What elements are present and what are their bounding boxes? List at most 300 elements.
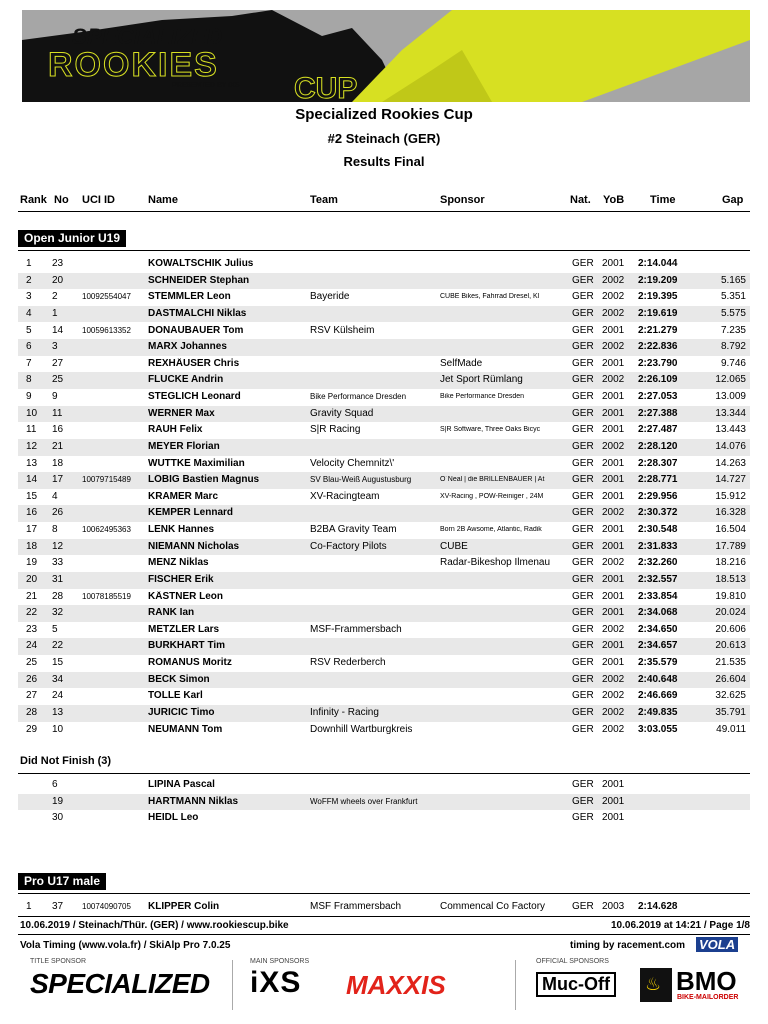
cell-gap: 12.065 xyxy=(715,374,746,386)
cell-yob: 2001 xyxy=(602,357,625,369)
cell-nat: GER xyxy=(572,374,594,386)
sponsor-separator xyxy=(515,960,516,1010)
cell-name: LENK Hannes xyxy=(148,524,215,536)
sponsor-separator xyxy=(232,960,233,1010)
col-no: No xyxy=(54,194,69,206)
cell-time: 2:30.372 xyxy=(638,507,678,519)
cell-rank: 15 xyxy=(26,490,38,502)
table-row xyxy=(18,899,750,916)
cell-name: RANK Ian xyxy=(148,607,195,619)
banner-brand-cup: CUP xyxy=(294,72,358,102)
cell-no: 15 xyxy=(52,657,64,669)
cell-rank: 16 xyxy=(26,507,38,519)
cell-nat: GER xyxy=(572,457,594,469)
cell-gap: 20.606 xyxy=(715,623,746,635)
cell-gap: 15.912 xyxy=(715,490,746,502)
cell-no: 20 xyxy=(52,274,64,286)
cell-name: KLIPPER Colin xyxy=(148,901,220,912)
cell-gap: 26.604 xyxy=(715,673,746,685)
cell-no: 5 xyxy=(52,623,58,635)
cell-rank: 26 xyxy=(26,673,38,685)
cell-yob: 2001 xyxy=(602,640,625,652)
cell-no: 14 xyxy=(52,324,64,336)
cell-gap: 17.789 xyxy=(715,540,746,552)
cell-name: STEGLICH Leonard xyxy=(148,391,241,403)
cell-nat: GER xyxy=(572,440,594,452)
cell-no: 21 xyxy=(52,440,64,452)
cell-rank: 13 xyxy=(26,457,38,469)
cell-nat: GER xyxy=(572,540,594,552)
cell-name: RAUH Felix xyxy=(148,424,203,436)
cell-team: MSF Frammersbach xyxy=(310,901,402,912)
cell-rank: 20 xyxy=(26,573,38,585)
cell-no: 1 xyxy=(52,307,58,319)
title-sponsor-label: TITLE SPONSOR xyxy=(30,958,87,965)
category-title: Open Junior U19 xyxy=(18,230,126,247)
cell-yob: 2003 xyxy=(602,901,625,912)
cell-no: 16 xyxy=(52,424,64,436)
cell-nat: GER xyxy=(572,707,594,718)
table-row xyxy=(18,472,750,489)
cell-nat: GER xyxy=(572,901,594,912)
cell-name: REXHÄUSER Chris xyxy=(148,357,240,369)
cell-time: 2:21.279 xyxy=(638,324,678,336)
table-row xyxy=(18,688,750,705)
cell-team: MSF-Frammersbach xyxy=(310,623,402,635)
column-headers xyxy=(0,194,768,208)
cell-yob: 2002 xyxy=(602,307,625,319)
cell-no: 10 xyxy=(52,723,64,735)
cell-time: 2:28.771 xyxy=(638,474,678,486)
cell-nat: GER xyxy=(572,673,594,685)
cell-no: 24 xyxy=(52,690,64,702)
cell-rank: 6 xyxy=(26,341,32,353)
maxxis-logo: MAXXIS xyxy=(346,970,446,1000)
footer-rule xyxy=(18,916,750,917)
cell-time: 2:34.657 xyxy=(638,640,678,652)
cell-no: 18 xyxy=(52,457,64,469)
cell-gap: 20.613 xyxy=(715,640,746,652)
cell-no: 30 xyxy=(52,812,64,824)
cell-nat: GER xyxy=(572,812,594,824)
cell-nat: GER xyxy=(572,407,594,419)
cell-time: 2:32.557 xyxy=(638,573,678,585)
cell-gap: 5.165 xyxy=(720,274,746,286)
table-row xyxy=(18,705,750,722)
cell-yob: 2001 xyxy=(602,657,625,669)
cell-time: 2:22.836 xyxy=(638,341,678,353)
cell-name: SCHNEIDER Stephan xyxy=(148,274,250,286)
cell-time: 2:30.548 xyxy=(638,524,678,536)
cell-gap: 35.791 xyxy=(715,707,746,718)
cell-yob: 2002 xyxy=(602,673,625,685)
table-row xyxy=(18,256,750,273)
cell-name: STEMMLER Leon xyxy=(148,291,231,303)
cell-time: 2:40.648 xyxy=(638,673,678,685)
cell-name: KOWALTSCHIK Julius xyxy=(148,258,254,269)
cell-time: 2:28.120 xyxy=(638,440,678,452)
cell-team: Co-Factory Pilots xyxy=(310,540,387,552)
cell-name: NIEMANN Nicholas xyxy=(148,540,240,552)
cell-name: HARTMANN Niklas xyxy=(148,795,239,807)
cell-name: NEUMANN Tom xyxy=(148,723,223,735)
cell-team: Downhill Wartburgkreis xyxy=(310,723,413,735)
cell-name: KÄSTNER Leon xyxy=(148,590,223,602)
cell-nat: GER xyxy=(572,258,594,269)
cell-rank: 10 xyxy=(26,407,38,419)
cell-rank: 1 xyxy=(26,901,32,912)
bmo-logo xyxy=(640,968,672,1002)
cell-name: MENZ Niklas xyxy=(148,557,209,569)
cell-sponsor: S|R Software, Three Oaks Bicyc xyxy=(440,426,541,434)
table-row xyxy=(18,489,750,506)
cell-uci-id: 10074090705 xyxy=(82,902,131,911)
cell-name: KRAMER Marc xyxy=(148,490,219,502)
cell-no: 33 xyxy=(52,557,64,569)
cell-time: 2:14.044 xyxy=(638,258,678,269)
cell-sponsor: Commencal Co Factory xyxy=(440,901,546,912)
cell-sponsor: CUBE Bikes, Fahrrad Dresel, Kl xyxy=(440,293,540,301)
cell-no: 27 xyxy=(52,357,64,369)
cell-no: 32 xyxy=(52,607,64,619)
cell-team: XV-Racingteam xyxy=(310,490,380,502)
cell-gap: 21.535 xyxy=(715,657,746,669)
cell-nat: GER xyxy=(572,795,594,807)
ixs-logo: iXS xyxy=(250,966,302,999)
cell-sponsor: Jet Sport Rümlang xyxy=(440,374,523,386)
cell-team: Bayeride xyxy=(310,291,350,303)
cell-name: DONAUBAUER Tom xyxy=(148,324,244,336)
cell-no: 19 xyxy=(52,795,64,807)
cell-name: TOLLE Karl xyxy=(148,690,203,702)
cell-team: RSV Külsheim xyxy=(310,324,375,336)
cell-rank: 28 xyxy=(26,707,38,718)
table-row xyxy=(18,589,750,606)
table-row xyxy=(18,722,750,739)
footer-event-info: 10.06.2019 / Steinach/Thür. (GER) / www.rookiescup.bike xyxy=(20,920,289,931)
cell-name: WUTTKE Maximilian xyxy=(148,457,245,469)
cell-uci-id: 10092554047 xyxy=(82,292,131,302)
banner-brand-top: SPECIALIZED xyxy=(72,24,223,49)
cell-no: 17 xyxy=(52,474,64,486)
cell-gap: 9.746 xyxy=(720,357,746,369)
cell-yob: 2002 xyxy=(602,341,625,353)
cell-gap: 8.792 xyxy=(720,341,746,353)
bmo-logo-sub: BIKE-MAILORDER xyxy=(677,994,739,1001)
cell-time: 2:27.388 xyxy=(638,407,678,419)
bike-icon: ♨ xyxy=(645,974,662,994)
specialized-logo: SPECIALIZED xyxy=(30,968,210,999)
cell-no: 8 xyxy=(52,524,58,536)
cell-no: 3 xyxy=(52,341,58,353)
cell-rank: 19 xyxy=(26,557,38,569)
cell-no: 28 xyxy=(52,590,64,602)
cell-no: 2 xyxy=(52,291,58,303)
table-row xyxy=(18,777,750,794)
cell-name: BURKHART Tim xyxy=(148,640,226,652)
cell-rank: 3 xyxy=(26,291,32,303)
cell-nat: GER xyxy=(572,607,594,619)
cell-nat: GER xyxy=(572,274,594,286)
cell-yob: 2001 xyxy=(602,407,625,419)
cell-time: 2:19.209 xyxy=(638,274,678,286)
cell-time: 2:19.395 xyxy=(638,291,678,303)
cell-yob: 2002 xyxy=(602,623,625,635)
cell-rank: 12 xyxy=(26,440,38,452)
table-row xyxy=(18,389,750,406)
cell-nat: GER xyxy=(572,524,594,536)
results-status: Results Final xyxy=(343,154,425,169)
cell-rank: 22 xyxy=(26,607,38,619)
cell-nat: GER xyxy=(572,324,594,336)
cell-yob: 2002 xyxy=(602,374,625,386)
cell-sponsor: Bike Performance Dresden xyxy=(440,393,525,401)
cell-name: KEMPER Lennard xyxy=(148,507,234,519)
cell-team: Infinity - Racing xyxy=(310,707,379,718)
cell-no: 22 xyxy=(52,640,64,652)
cell-uci-id: 10059613352 xyxy=(82,325,131,335)
cell-gap: 5.575 xyxy=(720,307,746,319)
cell-nat: GER xyxy=(572,723,594,735)
cell-time: 2:27.487 xyxy=(638,424,678,436)
cell-gap: 49.011 xyxy=(716,723,746,735)
cell-nat: GER xyxy=(572,557,594,569)
cell-time: 2:31.833 xyxy=(638,540,678,552)
cell-nat: GER xyxy=(572,291,594,303)
cell-team: Velocity Chemnitz\' xyxy=(310,457,395,469)
cell-name: LÖBIG Bastien Magnus xyxy=(148,474,260,486)
table-row xyxy=(18,306,750,323)
cell-name: WERNER Max xyxy=(148,407,215,419)
cell-team: Gravity Squad xyxy=(310,407,374,419)
header-banner xyxy=(22,10,750,102)
cell-yob: 2001 xyxy=(602,590,625,602)
cell-no: 9 xyxy=(52,391,58,403)
cell-time: 2:28.307 xyxy=(638,457,678,469)
table-row xyxy=(18,555,750,572)
table-row xyxy=(18,439,750,456)
cell-time: 2:23.790 xyxy=(638,357,678,369)
cell-rank: 25 xyxy=(26,657,38,669)
cell-gap: 13.344 xyxy=(715,407,746,419)
cell-time: 2:32.260 xyxy=(638,557,678,569)
cell-time: 2:34.650 xyxy=(638,623,678,635)
cell-rank: 4 xyxy=(26,307,32,319)
cell-sponsor: XV-Racing , POW-Reiniger , 24M xyxy=(440,492,544,500)
cell-yob: 2002 xyxy=(602,274,625,286)
cell-time: 2:26.109 xyxy=(638,374,678,386)
cell-gap: 7.235 xyxy=(720,324,746,336)
cell-team: SV Blau-Weiß Augustusburg xyxy=(310,475,412,485)
vola-logo: VOLA xyxy=(696,937,738,952)
table-row xyxy=(18,622,750,639)
table-row xyxy=(18,273,750,290)
cell-name: MARX Johannes xyxy=(148,341,227,353)
cell-gap: 14.263 xyxy=(715,457,746,469)
table-row xyxy=(18,794,750,811)
cell-yob: 2001 xyxy=(602,457,625,469)
cell-time: 2:19.619 xyxy=(638,307,678,319)
cell-rank: 18 xyxy=(26,540,38,552)
cell-yob: 2001 xyxy=(602,258,625,269)
cell-name: BECK Simon xyxy=(148,673,210,685)
cell-gap: 19.810 xyxy=(715,590,746,602)
cell-rank: 1 xyxy=(26,258,32,269)
cell-time: 2:34.068 xyxy=(638,607,678,619)
col-nat: Nat. xyxy=(570,194,591,206)
table-row xyxy=(18,539,750,556)
bmo-logo-text: BMO xyxy=(676,966,737,996)
cell-yob: 2002 xyxy=(602,723,625,735)
table-row xyxy=(18,406,750,423)
cell-uci-id: 10078185519 xyxy=(82,591,131,601)
cell-nat: GER xyxy=(572,357,594,369)
cell-sponsor: SelfMade xyxy=(440,357,483,369)
table-row xyxy=(18,672,750,689)
cell-yob: 2002 xyxy=(602,440,625,452)
cell-no: 37 xyxy=(52,901,64,912)
cell-nat: GER xyxy=(572,424,594,436)
official-sponsors-label: OFFICIAL SPONSORS xyxy=(536,958,609,965)
cell-no: 13 xyxy=(52,707,64,718)
cell-yob: 2001 xyxy=(602,524,625,536)
cell-yob: 2002 xyxy=(602,507,625,519)
cell-gap: 14.076 xyxy=(715,440,746,452)
cell-no: 25 xyxy=(52,374,64,386)
cell-gap: 20.024 xyxy=(715,607,746,619)
cell-gap: 18.216 xyxy=(715,557,746,569)
cell-no: 12 xyxy=(52,540,64,552)
cell-yob: 2002 xyxy=(602,557,625,569)
mucoff-logo: Muc-Off xyxy=(536,972,616,997)
col-uci: UCI ID xyxy=(82,194,115,206)
cell-yob: 2001 xyxy=(602,607,625,619)
cell-nat: GER xyxy=(572,307,594,319)
cell-nat: GER xyxy=(572,690,594,702)
table-row xyxy=(18,638,750,655)
cell-yob: 2001 xyxy=(602,474,625,486)
cell-yob: 2001 xyxy=(602,424,625,436)
table-row xyxy=(18,339,750,356)
col-yob: YoB xyxy=(603,194,625,206)
table-row xyxy=(18,456,750,473)
cell-name: FISCHER Erik xyxy=(148,573,214,585)
cell-sponsor: O´Neal | die BRILLENBAUER | At xyxy=(440,476,545,484)
table-row xyxy=(18,505,750,522)
cell-gap: 16.328 xyxy=(715,507,746,519)
cell-nat: GER xyxy=(572,779,594,790)
cell-time: 2:33.854 xyxy=(638,590,678,602)
cell-sponsor: Radar-Bikeshop Ilmenau xyxy=(440,557,551,569)
cell-team: WoFFM wheels over Frankfurt xyxy=(310,796,418,806)
cell-name: DASTMALCHI Niklas xyxy=(148,307,247,319)
cell-gap: 5.351 xyxy=(720,291,746,303)
cell-time: 3:03.055 xyxy=(638,723,678,735)
cell-yob: 2001 xyxy=(602,795,625,807)
table-row xyxy=(18,522,750,539)
cell-nat: GER xyxy=(572,391,594,403)
table-row xyxy=(18,810,750,827)
cell-rank: 23 xyxy=(26,623,38,635)
cell-rank: 2 xyxy=(26,274,32,286)
table-row xyxy=(18,289,750,306)
cell-name: FLUCKE Andrin xyxy=(148,374,224,386)
category-title: Pro U17 male xyxy=(18,873,106,890)
cell-team: RSV Rederberch xyxy=(310,657,386,669)
cell-name: LIPINA Pascal xyxy=(148,779,215,790)
table-row xyxy=(18,572,750,589)
col-name: Name xyxy=(148,194,178,206)
table-row xyxy=(18,605,750,622)
cell-gap: 14.727 xyxy=(715,474,746,486)
cell-gap: 13.009 xyxy=(715,391,746,403)
table-row xyxy=(18,655,750,672)
cell-rank: 9 xyxy=(26,391,32,403)
cell-yob: 2001 xyxy=(602,324,625,336)
cell-gap: 18.513 xyxy=(715,573,746,585)
cell-uci-id: 10062495363 xyxy=(82,525,131,535)
cell-nat: GER xyxy=(572,573,594,585)
cell-rank: 24 xyxy=(26,640,38,652)
category-rule xyxy=(18,893,750,894)
cell-no: 6 xyxy=(52,779,58,790)
cell-time: 2:35.579 xyxy=(638,657,678,669)
col-team: Team xyxy=(310,194,338,206)
header-rule xyxy=(18,211,750,212)
cell-yob: 2001 xyxy=(602,779,625,790)
cell-rank: 8 xyxy=(26,374,32,386)
cell-time: 2:14.628 xyxy=(638,901,678,912)
table-row xyxy=(18,323,750,340)
footer-timing-by: timing by racement.com xyxy=(570,940,686,951)
cell-yob: 2001 xyxy=(602,490,625,502)
cell-no: 34 xyxy=(52,673,64,685)
cell-rank: 27 xyxy=(26,690,38,702)
cell-time: 2:49.835 xyxy=(638,707,678,718)
cell-name: HEIDL Leo xyxy=(148,812,199,824)
cell-no: 4 xyxy=(52,490,58,502)
cell-sponsor: CUBE xyxy=(440,540,468,552)
footer-rule xyxy=(18,934,750,935)
cell-time: 2:46.669 xyxy=(638,690,678,702)
cell-yob: 2002 xyxy=(602,690,625,702)
col-gap: Gap xyxy=(722,194,744,206)
col-rank: Rank xyxy=(20,194,47,206)
cell-name: JURICIC Timo xyxy=(148,707,215,718)
table-row xyxy=(18,422,750,439)
cell-gap: 16.504 xyxy=(715,524,746,536)
cell-team: S|R Racing xyxy=(310,424,361,436)
cell-no: 31 xyxy=(52,573,64,585)
page-title: Specialized Rookies Cup xyxy=(295,106,473,123)
cell-yob: 2001 xyxy=(602,573,625,585)
banner-presented: PRESENTED BY iXS xyxy=(172,82,240,89)
cell-no: 26 xyxy=(52,507,64,519)
cell-nat: GER xyxy=(572,640,594,652)
col-sponsor: Sponsor xyxy=(440,194,485,206)
cell-sponsor: Born 2B Awsome, Atlantic, Radik xyxy=(440,526,542,534)
cell-nat: GER xyxy=(572,474,594,486)
cell-gap: 13.443 xyxy=(715,424,746,436)
cell-yob: 2001 xyxy=(602,812,625,824)
cell-team: B2BA Gravity Team xyxy=(310,524,397,536)
cell-rank: 17 xyxy=(26,524,38,536)
cell-yob: 2002 xyxy=(602,707,625,718)
cell-name: ROMANUS Moritz xyxy=(148,657,232,669)
cell-rank: 14 xyxy=(26,474,38,486)
cell-nat: GER xyxy=(572,507,594,519)
cell-team: Bike Performance Dresden xyxy=(310,392,407,402)
